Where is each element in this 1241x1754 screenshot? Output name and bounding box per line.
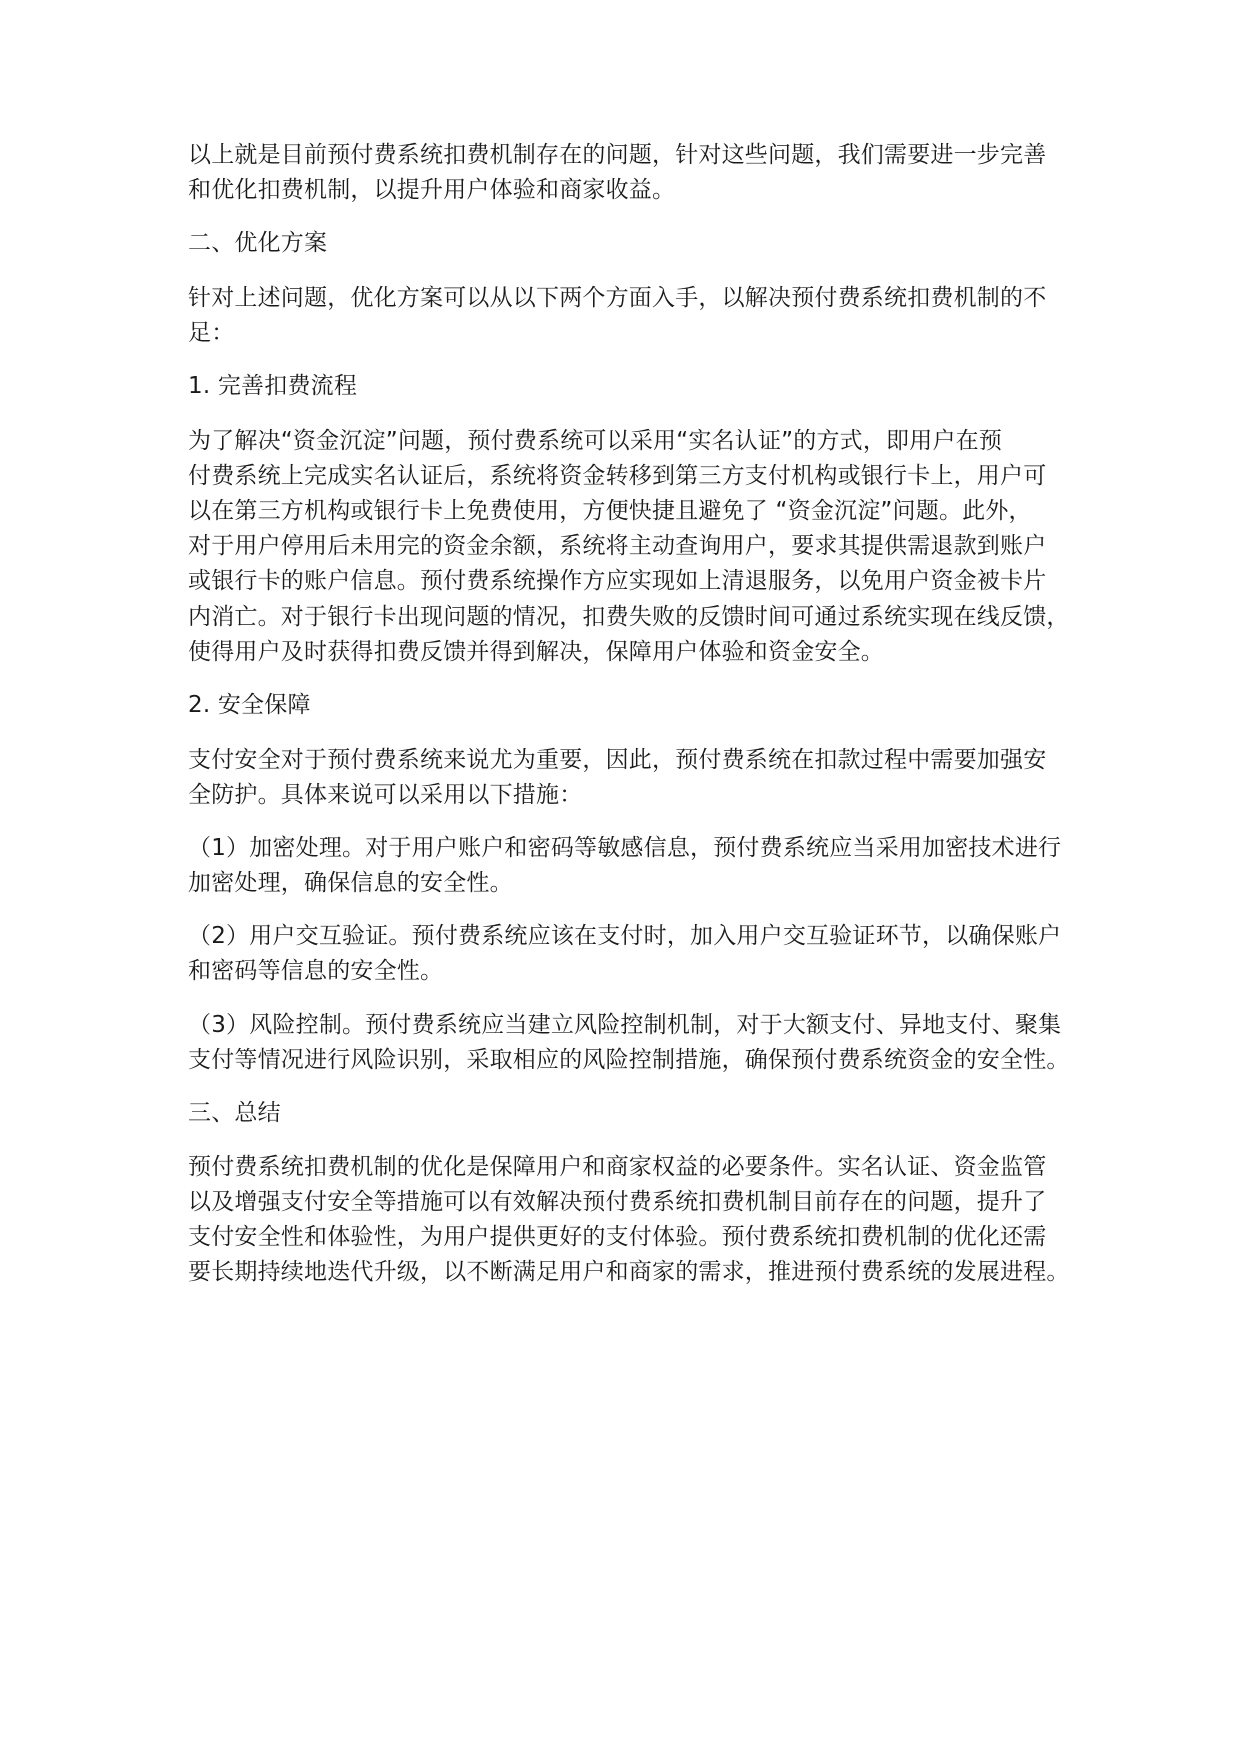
process-paragraph-line-1: 为了解决“资金沉淀”问题，预付费系统可以采用“实名认证”的方式，即用户在预 bbox=[188, 428, 1003, 454]
process-paragraph-line-2: 付费系统上完成实名认证后，系统将资金转移到第三方支付机构或银行卡上，用户可 bbox=[188, 463, 1047, 489]
measure-1-line-2: 加密处理，确保信息的安全性。 bbox=[188, 870, 513, 896]
security-paragraph-line-2: 全防护。具体来说可以采用以下措施： bbox=[188, 782, 583, 808]
section-heading-summary: 三、总结 bbox=[188, 1100, 281, 1126]
measure-2-line-2: 和密码等信息的安全性。 bbox=[188, 958, 444, 984]
process-paragraph-line-6: 内消亡。对于银行卡出现问题的情况，扣费失败的反馈时间可通过系统实现在线反馈， bbox=[188, 604, 1070, 630]
measure-3-line-1: （3）风险控制。预付费系统应当建立风险控制机制，对于大额支付、异地支付、聚集 bbox=[188, 1012, 1062, 1038]
summary-paragraph-line-4: 要长期持续地迭代升级，以不断满足用户和商家的需求，推进预付费系统的发展进程。 bbox=[188, 1259, 1070, 1285]
subheading-process: 1. 完善扣费流程 bbox=[188, 373, 358, 399]
process-paragraph-line-4: 对于用户停用后未用完的资金余额，系统将主动查询用户，要求其提供需退款到账户 bbox=[188, 533, 1047, 559]
process-paragraph-line-7: 使得用户及时获得扣费反馈并得到解决，保障用户体验和资金安全。 bbox=[188, 639, 884, 665]
summary-paragraph-line-1: 预付费系统扣费机制的优化是保障用户和商家权益的必要条件。实名认证、资金监管 bbox=[188, 1154, 1047, 1180]
measure-3-line-2: 支付等情况进行风险识别，采取相应的风险控制措施，确保预付费系统资金的安全性。 bbox=[188, 1047, 1070, 1073]
optimization-intro-line-1: 针对上述问题，优化方案可以从以下两个方面入手，以解决预付费系统扣费机制的不 bbox=[188, 285, 1047, 311]
summary-paragraph-line-2: 以及增强支付安全等措施可以有效解决预付费系统扣费机制目前存在的问题，提升了 bbox=[188, 1189, 1047, 1215]
optimization-intro-line-2: 足： bbox=[188, 320, 235, 346]
security-paragraph-line-1: 支付安全对于预付费系统来说尤为重要，因此，预付费系统在扣款过程中需要加强安 bbox=[188, 747, 1047, 773]
intro-paragraph-line-1: 以上就是目前预付费系统扣费机制存在的问题，针对这些问题，我们需要进一步完善 bbox=[188, 142, 1047, 168]
summary-paragraph-line-3: 支付安全性和体验性，为用户提供更好的支付体验。预付费系统扣费机制的优化还需 bbox=[188, 1224, 1047, 1250]
process-paragraph-line-5: 或银行卡的账户信息。预付费系统操作方应实现如上清退服务，以免用户资金被卡片 bbox=[188, 568, 1047, 594]
measure-2-line-1: （2）用户交互验证。预付费系统应该在支付时，加入用户交互验证环节，以确保账户 bbox=[188, 923, 1062, 949]
section-heading-optimization: 二、优化方案 bbox=[188, 230, 328, 256]
intro-paragraph-line-2: 和优化扣费机制，以提升用户体验和商家收益。 bbox=[188, 177, 676, 203]
process-paragraph-line-3: 以在第三方机构或银行卡上免费使用，方便快捷且避免了 “资金沉淀”问题。此外， bbox=[188, 498, 1032, 524]
subheading-security: 2. 安全保障 bbox=[188, 692, 311, 718]
measure-1-line-1: （1）加密处理。对于用户账户和密码等敏感信息，预付费系统应当采用加密技术进行 bbox=[188, 835, 1062, 861]
